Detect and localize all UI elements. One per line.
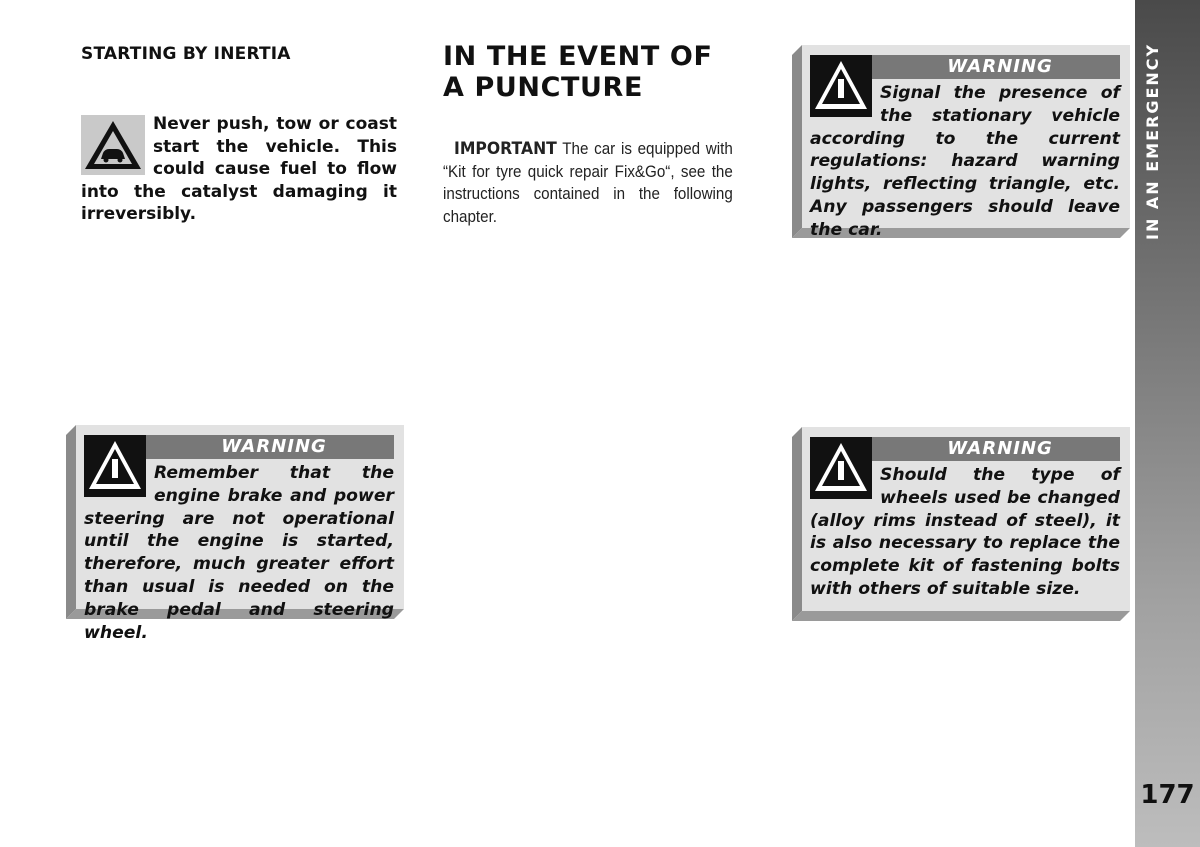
warning-box-engine-brake bbox=[66, 425, 404, 643]
puncture-title-line-2: A PUNCTURE bbox=[443, 72, 643, 103]
important-label: IMPORTANT bbox=[454, 139, 557, 159]
warning-label: WARNING bbox=[810, 55, 1120, 79]
chapter-sidebar bbox=[1135, 0, 1200, 847]
chapter-label: IN AN EMERGENCY bbox=[1143, 42, 1162, 240]
warning-text: Signal the presence of the stationary vehicle according to the current regulations: hazard warning lights, reflecting triangle, etc. Any passengers should leave the car. bbox=[810, 83, 1120, 240]
warning-triangle-icon bbox=[84, 435, 146, 497]
warning-text: Should the type of wheels used be changed (alloy rims instead of steel), it is also necessary to replace the complete kit of fastening bolts with others of suitable size. bbox=[810, 465, 1120, 599]
section-title-starting-by-inertia: STARTING BY INERTIA bbox=[81, 44, 291, 64]
puncture-paragraph bbox=[443, 138, 733, 228]
car-hazard-icon bbox=[81, 115, 145, 175]
warning-text: Remember that the engine brake and power steering are not operational until the engine is started, therefore, much greater effort than usual is needed on the brake pedal and steering wheel. bbox=[84, 463, 394, 643]
puncture-title-line-1: IN THE EVENT OF bbox=[443, 41, 713, 72]
page-number: 177 bbox=[1140, 780, 1195, 810]
warning-label: WARNING bbox=[84, 435, 394, 459]
section-title-puncture bbox=[443, 41, 763, 103]
warning-box-hazard-signal bbox=[792, 45, 1130, 238]
warning-triangle-icon bbox=[810, 437, 872, 499]
inertia-caution-block bbox=[81, 113, 397, 226]
inertia-caution-text: Never push, tow or coast start the vehicle. This could cause fuel to flow into the catalyst damaging it irreversibly. bbox=[81, 114, 397, 224]
warning-label: WARNING bbox=[810, 437, 1120, 461]
warning-triangle-icon bbox=[810, 55, 872, 117]
warning-box-wheel-bolts bbox=[792, 427, 1130, 621]
puncture-body-text: The car is equipped with “Kit for tyre quick repair Fix&Go“, see the instructions contained in the following chapter. bbox=[443, 140, 733, 226]
